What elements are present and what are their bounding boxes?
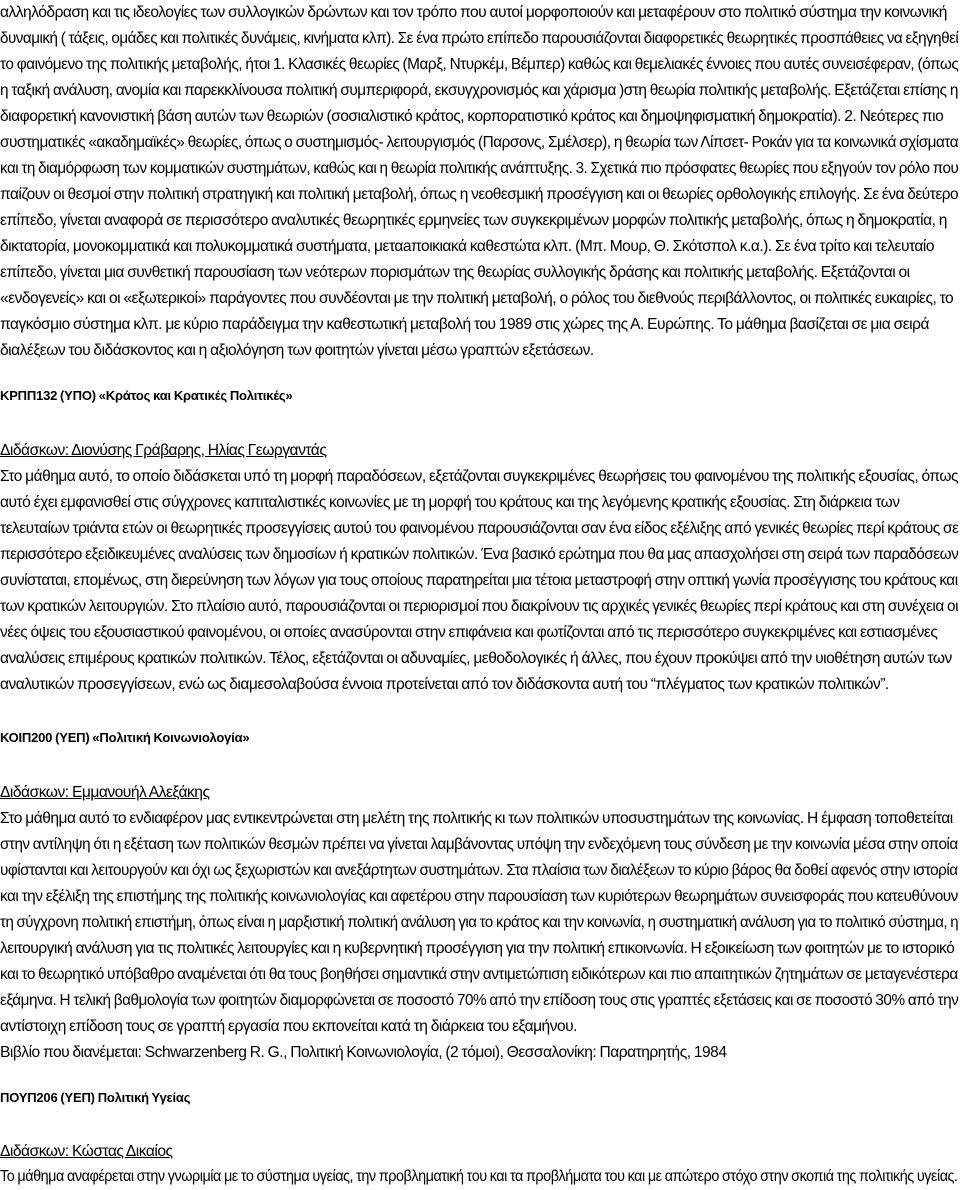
- text-line: Βιβλίο που διανέμεται: Schwarzenberg R. G., Πολιτική Κοινωνιολογία, (2 τόμοι), Θεσσαλονίκη: Παρατηρητής, 1984: [0, 1044, 727, 1061]
- text-line: διαλέξεων του διδάσκοντος και η αξιολόγηση των φοιτητών γίνεται μέσω γραπτών εξετάσεων.: [0, 342, 594, 359]
- course-description: [0, 806, 960, 1066]
- course-heading: ΚΟΙΠ200 (ΥΕΠ) «Πολιτική Κοινωνιολογία»: [0, 730, 250, 745]
- text-line: διαφορετική κανονιστική βάση αυτών των θεωριών (σοσιαλιστικό κράτος, κορπορατιστικό κράτος και δημοψηφισματική δημοκρατία). 2. Νεότερες πιο: [0, 108, 944, 125]
- text-line: δικτατορία, μονοκομματικά και πολυκομματικά συστήματα, μεταaποικιακά καθεστώτα κλπ. (Μπ. Μουρ, Θ. Σκότσπολ κ.α.). Σε ένα τρίτο και τελευταίο: [0, 238, 935, 255]
- course-heading: ΚΡΠΠ132 (ΥΠΟ) «Κράτος και Κρατικές Πολιτικές»: [0, 388, 293, 403]
- text-line: δυναμική ( τάξεις, ομάδες και πολιτικές δυνάμεις, κινήματα κλπ). Σε ένα πρώτο επίπεδο παρουσιάζονται διαφορετικές θεωρητικές προσπάθειες να εξηγηθεί: [0, 30, 959, 47]
- text-line: στην αντίληψη ότι η εξέταση των πολιτικών θεσμών πρέπει να γίνεται λαμβάνοντας υπόψη την ενδεχόμενη τους σύνδεση με την κοινωνία μέσα στην οποία: [0, 836, 958, 853]
- text-line: νέες όψεις του εξουσιαστικού φαινομένου, οι οποίες ανασύρονται στην επιφάνεια και φωτίζονται από τις περισσότερο συγκεκριμένες και εστιασμένες: [0, 624, 938, 641]
- text-line: παίζουν οι θεσμοί στην πολιτική στρατηγική και πολιτική μεταβολή, όπως η νεοθεσμική προσέγγιση και οι θεωρίες ορθολογικής επιλογής. Σε ένα δεύτερο: [0, 186, 959, 203]
- intro-paragraph: [0, 0, 960, 364]
- course-description: [0, 1164, 960, 1190]
- text-line: συστηματικές «ακαδημαϊκές» θεωρίες, όπως ο συστημισμός- λειτουργισμός (Παρσονς, Σμέλσερ), η θεωρία των Λίπσετ- Ροκάν για τα κοινωνικά σχίσματα: [0, 134, 959, 151]
- text-line: αναλυτικών προσεγγίσεων, ενώ ως διαμεσολαβούσα έννοια προτείνεται από τον διδάσκοντα αυτή του “πλέγματος των κρατικών πολιτικών”.: [0, 676, 889, 693]
- text-line: περισσότερο εξειδικευμένες αναλύσεις των δημοσίων ή κρατικών πολιτικών. Ένα βασικό ερώτημα που θα μας απασχολήσει στη σειρά των παραδόσεων: [0, 546, 959, 563]
- text-line: των κρατικών λειτουργιών. Στο πλαίσιο αυτό, παρουσιάζονται οι περιορισμοί που διακρίνουν τις αρχικές γενικές θεωρίες περί κράτους και στη συνέχεια οι: [0, 598, 959, 615]
- text-line: αλληλόδραση και τις ιδεολογίες των συλλογικών δρώντων και τον τρόπο που αυτοί μορφοποιούν και μεταφέρουν στο πολιτικό σύστημα την κοινωνική: [0, 4, 947, 21]
- course-instructors: Διδάσκων: Κώστας Δικαίος: [0, 1143, 173, 1160]
- text-line: και την εξέλιξη της επιστήμης της πολιτικής κοινωνιολογίας και αφετέρου στην παρουσίαση των κυριότερων θεωρημάτων συνεισφοράς που κατευθύνουν: [0, 888, 958, 905]
- course-description: [0, 464, 960, 698]
- text-line: αυτό έχει εμφανισθεί στις σύγχρονες καπιταλιστικές κοινωνίες με τη μορφή του κράτους και της λεγόμενης κρατικής εξουσίας. Στη διάρκεια των: [0, 494, 900, 511]
- text-line: και το θεωρητικό υπόβαθρο αναμένεται ότι θα τους βοηθήσει σημαντικά στην αντιμετώπιση ειδικότερων και πιο απαιτητικών ζητημάτων σε μεταγενέστερα: [0, 966, 958, 983]
- course-heading: ΠΟΥΠ206 (ΥΕΠ) Πολιτική Υγείας: [0, 1090, 191, 1105]
- text-line: και τη διαμόρφωση των κομματικών συστημάτων, καθώς και η θεωρία πολιτικής ανάπτυξης. 3. Σχετικά πιο πρόσφατες θεωρίες που εξηγούν τον ρόλο που: [0, 160, 959, 177]
- text-line: «ενδογενείς» και οι «εξωτερικοί» παράγοντες που συνδέονται με την πολιτική μεταβολή, ο ρόλος του διεθνούς περιβάλλοντος, οι πολιτικές ευκαιρίες, το: [0, 290, 954, 307]
- text-line: αντίστοιχη επίδοση τους σε γραπτή εργασία που εκπονείται κατά τη διάρκεια του εξαμήνου.: [0, 1018, 577, 1035]
- text-line: Στο μάθημα αυτό, το οποίο διδάσκεται υπό τη μορφή παραδόσεων, εξετάζονται συγκεκριμένες θεωρήσεις του φαινομένου της πολιτικής εξουσίας, όπως: [0, 468, 958, 485]
- text-line: η ταξική ανάλυση, ανομία και παρεκκλίνουσα πολιτική συμπεριφορά, εκσυγχρονισμός και χάρισμα )στη θεωρία πολιτικής μεταβολής. Εξετάζεται επίσης η: [0, 82, 958, 99]
- text-line: τελευταίων τριάντα ετών οι θεωρητικές προσεγγίσεις αυτού του φαινομένου παρουσιάζονται σαν ένα είδος εξέλιξης από γενικές θεωρίες περί κράτους σε: [0, 520, 959, 537]
- text-line: αναλύσεις επιμέρους κρατικών πολιτικών. Τέλος, εξετάζονται οι αδυναμίες, μεθοδολογικές ή άλλες, που έχουν προκύψει από την υιοθέτηση αυτών των: [0, 650, 952, 667]
- text-line: συνίσταται, επομένως, στη διερεύνηση των λόγων για τους οποίους παρατηρείται μια τέτοια μεταστροφή στην οπτική γωνία προσέγγισης του κράτους και: [0, 572, 958, 589]
- text-line: λειτουργική ανάλυση για τις πολιτικές λειτουργίες και η κυβερνητική προσέγγιση για την πολιτική επικοινωνία. Η εξοικείωση των φοιτητών με το ιστορικό: [0, 940, 955, 957]
- text-line: Το μάθημα αναφέρεται στην γνωριμία με το σύστημα υγείας, την προβληματική του και τα προβλήματα του και με απώτερο στόχο στην σκοπιά της πολιτικής υγείας.: [0, 1168, 958, 1185]
- text-line: υφίστανται και λειτουργούν και όχι ως ξεχωριστών και ανεξάρτητων συστημάτων. Στα πλαίσια των διαλέξεων το κύριο βάρος θα δοθεί αφενός στην ιστορία: [0, 862, 958, 879]
- text-line: παγκόσμιο σύστημα κλπ. με κύριο παράδειγμα την καθεστωτική μεταβολή του 1989 στις χώρες της Α. Ευρώπης. Το μάθημα βασίζεται σε μια σειρά: [0, 316, 929, 333]
- text-line: επίπεδο, γίνεται αναφορά σε περισσότερο αναλυτικές θεωρητικές ερμηνείες των συγκεκριμένων μορφών πολιτικής μεταβολής, όπως η δημοκρατία, η: [0, 212, 947, 229]
- text-line: το φαινόμενο της πολιτικής μεταβολής, ήτοι 1. Κλασικές θεωρίες (Μαρξ, Ντυρκέμ, Βέμπερ) καθώς και θεμελιακές έννοιες που αυτές συνεισέφεραν, (όπως: [0, 56, 959, 73]
- text-line: εξάμηνα. Η τελική βαθμολογία των φοιτητών διαμορφώνεται σε ποσοστό 70% από την επίδοση τους στις γραπτές εξετάσεις και σε ποσοστό 30% από την: [0, 992, 959, 1009]
- text-line: Στο μάθημα αυτό το ενδιαφέρον μας εντικεντρώνεται στη μελέτη της πολιτικής κι των πολιτικών υποσυστημάτων της κοινωνίας. Η έμφαση τοποθετείται: [0, 810, 953, 827]
- text-line: επίπεδο, γίνεται μια συνθετική παρουσίαση των νεότερων πορισμάτων της θεωρίας συλλογικής δράσης και πολιτικής μεταβολής. Εξετάζονται οι: [0, 264, 910, 281]
- course-instructors: Διδάσκων: Εμμανουήλ Αλεξάκης: [0, 784, 210, 801]
- course-instructors: Διδάσκων: Διονύσης Γράβαρης, Ηλίας Γεωργαντάς: [0, 442, 327, 459]
- text-line: τη σύγχρονη πολιτική επιστήμη, όπως είναι η μαρξιστική πολιτική ανάλυση για το κράτος και την κοινωνία, η συστηματική ανάλυση για το πολιτικό σύστημα, η: [0, 914, 959, 931]
